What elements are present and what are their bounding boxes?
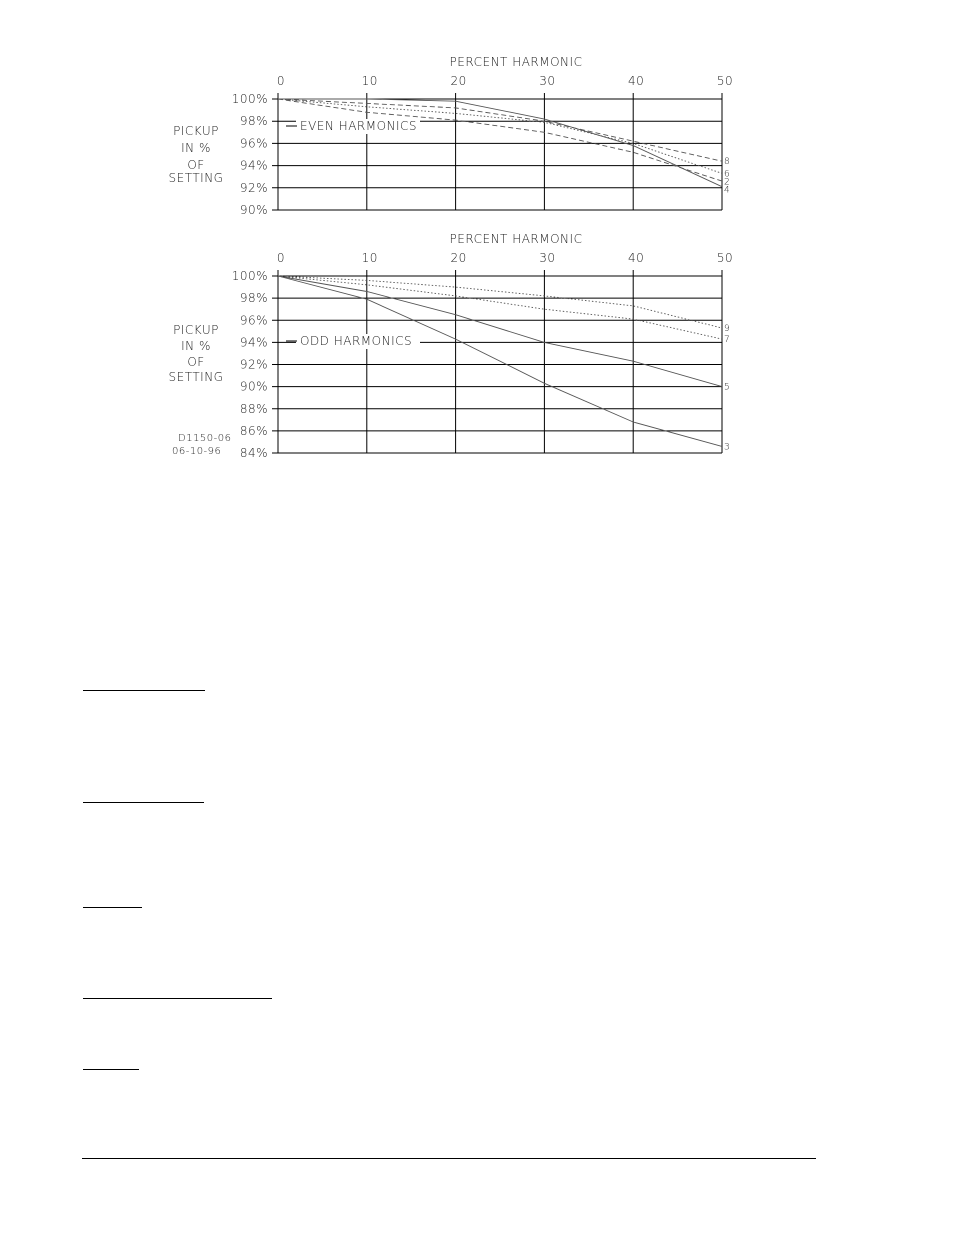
- y-tick-label: 92%: [239, 357, 268, 372]
- x-tick-label: 50: [716, 251, 734, 265]
- series-end-label: 2: [724, 177, 731, 188]
- y-axis-label-line: SETTING: [168, 171, 224, 185]
- y-tick-label: 100%: [231, 269, 268, 283]
- x-tick-label: 40: [628, 251, 645, 265]
- y-tick-label: 100%: [231, 92, 268, 106]
- x-tick-label: 10: [361, 251, 378, 265]
- y-tick-label: 94%: [239, 335, 268, 350]
- series-line-7: [278, 276, 722, 339]
- y-axis-label-line: OF: [187, 158, 205, 172]
- chart-title: PERCENT HARMONIC: [449, 232, 583, 246]
- series-end-label: 5: [724, 382, 731, 393]
- section-heading-underline-4: [83, 998, 272, 999]
- y-tick-label: 98%: [239, 114, 268, 129]
- y-axis-label-line: PICKUP: [173, 124, 219, 138]
- section-heading-underline-1: [83, 690, 205, 691]
- odd-harmonics-chart: [169, 232, 734, 460]
- y-axis-label-line: IN %: [181, 339, 211, 353]
- even-harmonics-chart: [169, 55, 734, 217]
- figure-code-line-1: D1150-06: [178, 433, 232, 444]
- y-axis-label-line: PICKUP: [173, 323, 219, 337]
- series-end-label: 7: [724, 335, 731, 346]
- x-tick-label: 40: [628, 74, 645, 88]
- y-axis-label-line: IN %: [181, 141, 211, 155]
- x-tick-label: 0: [276, 251, 286, 265]
- y-tick-label: 96%: [239, 313, 268, 328]
- figure-code-line-2: 06-10-96: [172, 446, 222, 457]
- y-tick-label: 90%: [239, 203, 268, 217]
- y-tick-label: 98%: [239, 291, 268, 306]
- y-axis-label-line: OF: [187, 355, 205, 369]
- series-end-label: 6: [724, 169, 731, 180]
- x-tick-label: 20: [450, 74, 467, 88]
- y-tick-label: 92%: [239, 180, 268, 195]
- series-end-label: 8: [724, 157, 731, 168]
- section-heading-underline-5: [83, 1069, 139, 1070]
- chart-annotation: EVEN HARMONICS: [300, 119, 418, 133]
- x-tick-label: 30: [539, 251, 556, 265]
- x-tick-label: 20: [450, 251, 467, 265]
- x-tick-label: 30: [539, 74, 556, 88]
- chart-title: PERCENT HARMONIC: [449, 55, 583, 69]
- y-axis-label-line: SETTING: [168, 370, 224, 384]
- series-end-label: 4: [724, 185, 731, 196]
- series-line-2: [278, 99, 722, 181]
- series-end-label: 3: [724, 442, 731, 453]
- series-end-label: 9: [724, 323, 731, 334]
- chart-annotation: ODD HARMONICS: [300, 334, 413, 348]
- series-line-3: [278, 276, 722, 446]
- series-line-4: [278, 99, 722, 187]
- x-tick-label: 0: [276, 74, 286, 88]
- y-tick-label: 96%: [239, 136, 268, 151]
- section-heading-underline-2: [83, 802, 204, 803]
- x-tick-label: 50: [716, 74, 734, 88]
- x-tick-label: 10: [361, 74, 378, 88]
- y-tick-label: 86%: [239, 423, 268, 438]
- y-tick-label: 90%: [239, 379, 268, 394]
- y-tick-label: 88%: [239, 401, 268, 416]
- footer-rule: [82, 1158, 816, 1159]
- section-heading-underline-3: [83, 907, 142, 908]
- series-line-5: [278, 276, 722, 387]
- y-tick-label: 94%: [239, 158, 268, 173]
- y-tick-label: 84%: [239, 446, 268, 460]
- harmonic-restraint-figure: [0, 0, 954, 480]
